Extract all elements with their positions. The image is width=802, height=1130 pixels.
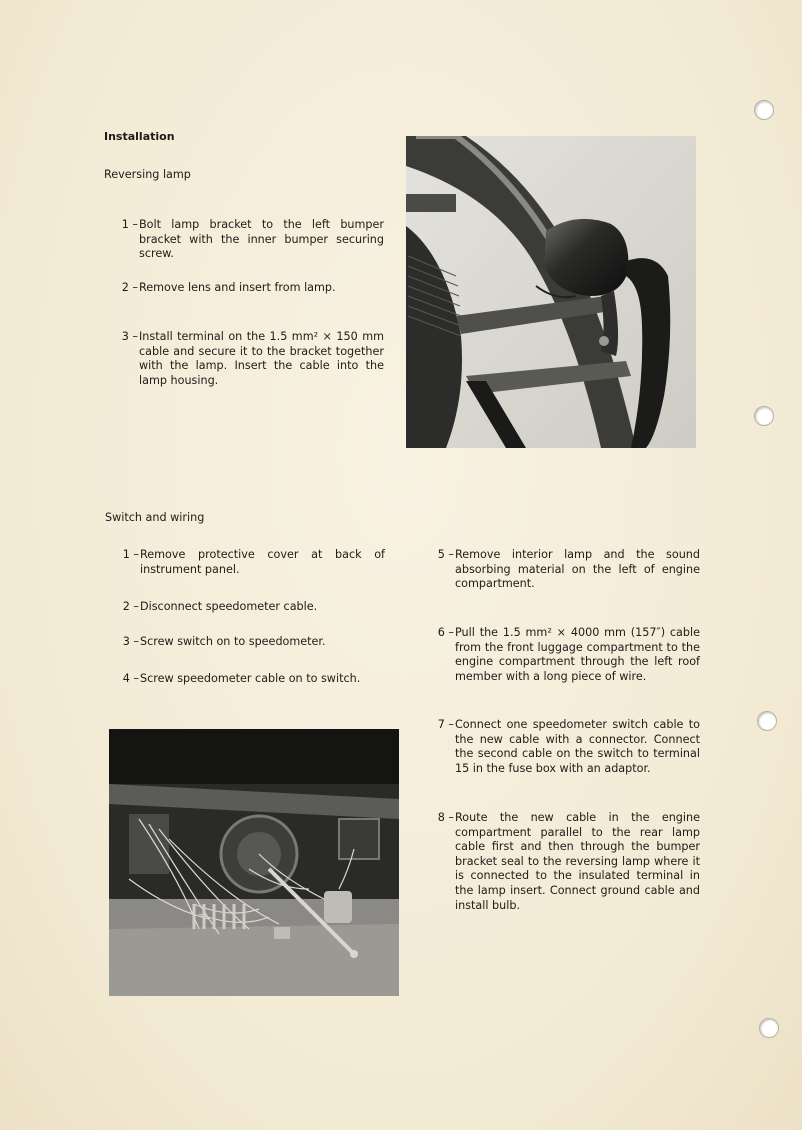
step-text: Screw speedometer cable on to switch.: [140, 672, 361, 685]
binder-hole-2: [754, 406, 774, 426]
step-number: 6 –: [437, 626, 454, 639]
binder-hole-3: [757, 711, 777, 731]
step-number: 3 –: [122, 635, 139, 648]
step-number: 2 –: [121, 281, 138, 294]
photo-reversing-lamp-bracket: [406, 136, 696, 448]
step-number: 1 –: [122, 548, 139, 561]
step-number: 2 –: [122, 600, 139, 613]
step-text: Screw switch on to speedometer.: [140, 635, 326, 648]
step-number: 3 –: [121, 330, 138, 343]
step-text: Pull the 1.5 mm² × 4000 mm (157″) cable from the front luggage compartment to the engine compartment through the left roof member with a long piece of wire.: [455, 626, 700, 683]
photo-instrument-panel-wiring: [109, 729, 399, 996]
section-heading-installation: Installation: [104, 130, 175, 143]
step-text: Remove lens and insert from lamp.: [139, 281, 336, 294]
step-text: Disconnect speedometer cable.: [140, 600, 318, 613]
step-number: 7 –: [437, 718, 454, 731]
step-text: Remove protective cover at back of instrument panel.: [140, 548, 385, 576]
step-text: Route the new cable in the engine compartment parallel to the rear lamp cable first and then through the bumper bracket seal to the reversing lamp where it is connected to the insulated terminal in the lamp insert. Connect ground cable and install bulb.: [455, 811, 700, 912]
step-number: 8 –: [437, 811, 454, 824]
step-number: 4 –: [122, 672, 139, 685]
binder-hole-4: [759, 1018, 779, 1038]
step-text: Install terminal on the 1.5 mm² × 150 mm cable and secure it to the bracket together with the lamp. Insert the cable into the lamp housing.: [139, 330, 384, 387]
binder-hole-1: [754, 100, 774, 120]
step-text: Bolt lamp bracket to the left bumper bracket with the inner bumper securing screw.: [139, 218, 384, 261]
step-text: Remove interior lamp and the sound absorbing material on the left of engine compartment.: [455, 548, 700, 591]
step-text: Connect one speedometer switch cable to the new cable with a connector. Connect the second cable on the switch to terminal 15 in the fuse box with an adaptor.: [455, 718, 700, 775]
step-number: 1 –: [121, 218, 138, 231]
subheading-reversing-lamp: Reversing lamp: [104, 168, 191, 181]
subheading-switch-and-wiring: Switch and wiring: [105, 511, 205, 524]
step-number: 5 –: [437, 548, 454, 561]
